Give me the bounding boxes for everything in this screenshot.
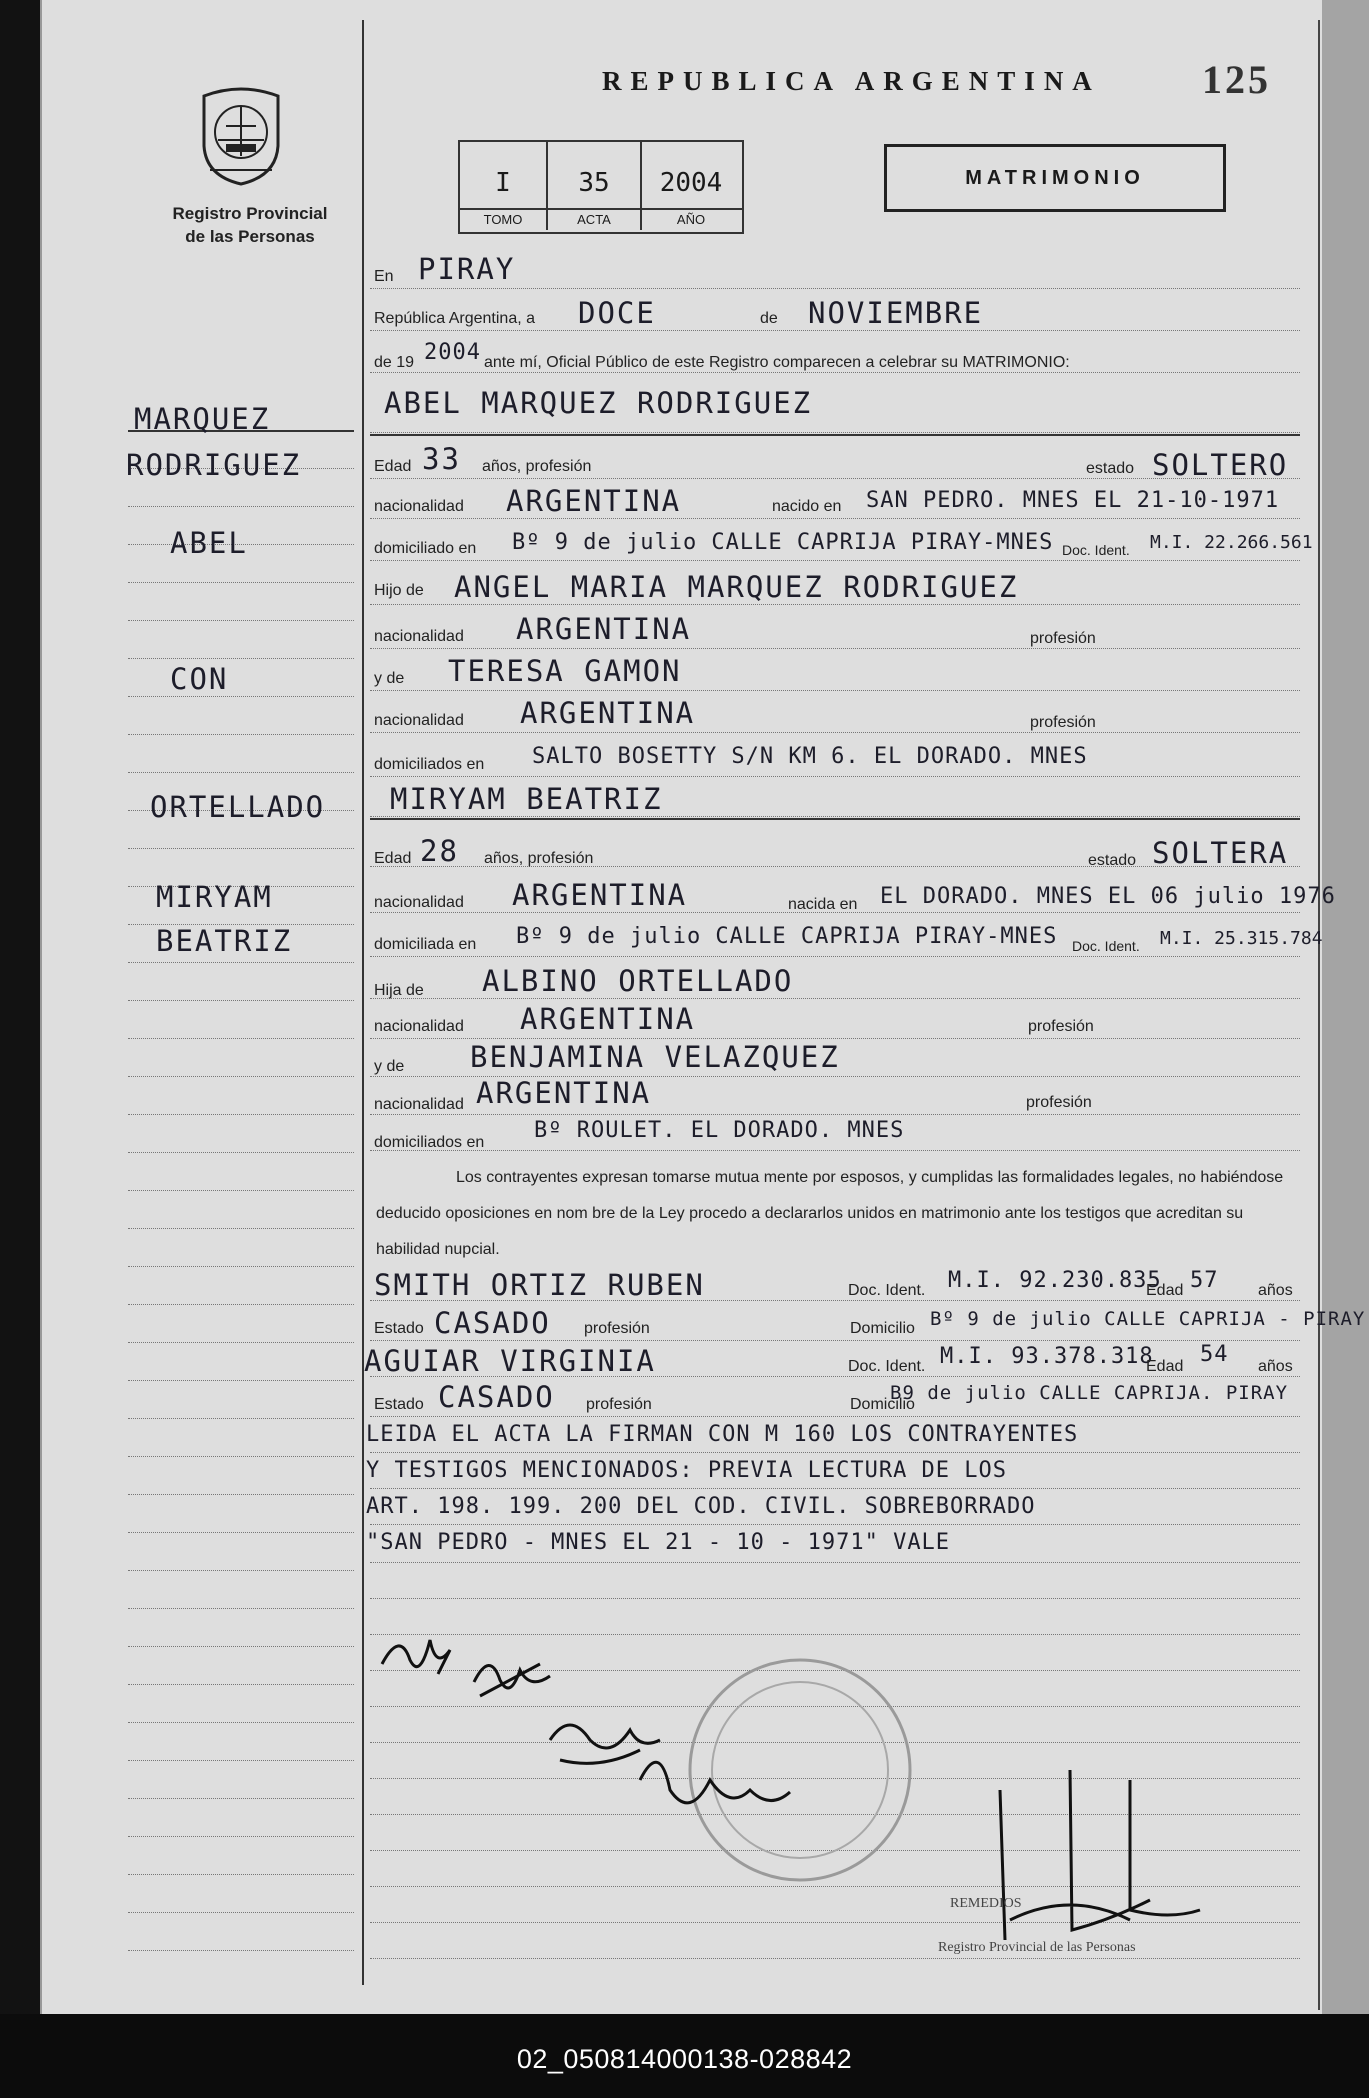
margin-surname1: MARQUEZ [134, 402, 271, 436]
witness1-doc-label: Doc. Ident. [848, 1282, 926, 1299]
official-stamp-line2: Registro Provincial de las Personas [938, 1940, 1136, 1955]
bride-edad-label: Edad [374, 850, 412, 867]
bride-estado: SOLTERA [1152, 836, 1289, 870]
witness2-age: 54 [1200, 1342, 1229, 1367]
margin-rule [128, 734, 354, 736]
margin-rule [128, 1646, 354, 1648]
margin-rule [128, 1190, 354, 1192]
tomo-cell [460, 142, 548, 230]
witness1-profesion-label: profesión [584, 1320, 650, 1337]
bride-domiciliados-label: domiciliados en [374, 1134, 485, 1151]
registration-box [458, 140, 744, 234]
month-value: NOVIEMBRE [808, 296, 984, 330]
groom-yde-label: y de [374, 670, 405, 687]
groom-nacionalidad-label: nacionalidad [374, 498, 464, 515]
republica-label: República Argentina, a [374, 310, 535, 327]
registry-line2: de las Personas [185, 227, 315, 246]
margin-rule [128, 1760, 354, 1762]
provincial-seal-icon [196, 82, 286, 191]
bride-domiciliada-label: domiciliada en [374, 936, 477, 953]
body-rule [370, 690, 1300, 692]
bride-age: 28 [420, 834, 459, 868]
witness2-address: B9 de julio CALLE CAPRIJA. PIRAY [890, 1382, 1289, 1404]
margin-rule [128, 1950, 354, 1952]
registry-line1: Registro Provincial [172, 204, 328, 223]
margin-surname2: RODRIGUEZ [126, 448, 302, 482]
bride-profesion-label: profesión [1028, 1018, 1094, 1035]
witness2-estado: CASADO [438, 1380, 555, 1414]
acta-cell [548, 142, 642, 230]
ano-value: 2004 [659, 168, 723, 198]
scan-footer-id: 02_050814000138-028842 [516, 2044, 853, 2074]
witness1-address: Bº 9 de julio CALLE CAPRIJA - PIRAY [930, 1308, 1366, 1330]
margin-rule [128, 1684, 354, 1686]
de-label: de [760, 310, 778, 327]
body-rule [370, 1598, 1300, 1600]
right-divider [1318, 20, 1320, 2010]
groom-father-nac-label: nacionalidad [374, 628, 464, 645]
page-left-edge [40, 0, 42, 2014]
margin-rule [128, 1228, 354, 1230]
margin-rule [128, 962, 354, 964]
groom-father: ANGEL MARIA MARQUEZ RODRIGUEZ [454, 570, 1019, 604]
margin-given2a: MIRYAM [156, 880, 273, 914]
bride-anos-profesion-label: años, profesión [484, 850, 594, 867]
margin-divider [362, 20, 364, 1985]
body-rule [370, 1524, 1300, 1526]
groom-edad-label: Edad [374, 458, 412, 475]
margin-con: CON [170, 662, 229, 696]
note-line-3: ART. 198. 199. 200 DEL COD. CIVIL. SOBREBORRADO [366, 1494, 1036, 1519]
body-rule [370, 372, 1300, 374]
body-rule [370, 1340, 1300, 1342]
witness2-estado-label: Estado [374, 1396, 424, 1413]
margin-given: ABEL [170, 526, 248, 560]
ceremony-text: Los contrayentes expresan tomarse mutua mente por esposos, y cumplidas las formalidades legales, no habiéndose deducido oposiciones en nom bre de la Ley procedo a declararlos unidos en matrimonio ante los testigos que acreditan su habilidad nupcial. [376, 1169, 1284, 1258]
margin-rule [128, 582, 354, 584]
margin-rule [128, 1380, 354, 1382]
year-prefix-label: de 19 [374, 354, 415, 371]
margin-rule [128, 506, 354, 508]
margin-surname3: ORTELLADO [150, 790, 326, 824]
groom-hijo-label: Hijo de [374, 582, 424, 599]
body-rule [370, 776, 1300, 778]
bride-nacida-label: nacida en [788, 896, 858, 913]
acta-label: ACTA [577, 212, 611, 227]
groom-mother-nac-label: nacionalidad [374, 712, 464, 729]
bride-birthplace: EL DORADO. MNES EL 06 julio 1976 [880, 884, 1336, 909]
margin-rule [128, 848, 354, 850]
witness1-estado: CASADO [434, 1306, 551, 1340]
groom-address: Bº 9 de julio CALLE CAPRIJA PIRAY-MNES [512, 530, 1054, 555]
groom-domiciliado-label: domiciliado en [374, 540, 477, 557]
groom-father-nac: ARGENTINA [516, 612, 692, 646]
margin-rule [128, 1494, 354, 1496]
page-binding [1322, 0, 1369, 2014]
witness2-domicilio-label: Domicilio [850, 1396, 915, 1413]
witness2-profesion-label: profesión [586, 1396, 652, 1413]
section-separator [370, 434, 1300, 436]
margin-rule [128, 658, 354, 660]
margin-rule [128, 1304, 354, 1306]
groom-doc: M.I. 22.266.561 [1150, 532, 1313, 553]
tomo-value: I [495, 168, 511, 198]
margin-rule [128, 1266, 354, 1268]
ano-cell [642, 142, 740, 230]
bride-nacionalidad: ARGENTINA [512, 878, 688, 912]
note-line-1: LEIDA EL ACTA LA FIRMAN CON M 160 LOS CONTRAYENTES [366, 1422, 1079, 1447]
body-rule [370, 648, 1300, 650]
witness1-doc: M.I. 92.230.835 [948, 1268, 1162, 1293]
margin-rule [128, 1874, 354, 1876]
bride-mother-nac-label: nacionalidad [374, 1096, 464, 1113]
en-value: PIRAY [418, 252, 516, 286]
groom-nacido-label: nacido en [772, 498, 842, 515]
body-rule [370, 956, 1300, 958]
margin-rule [128, 1532, 354, 1534]
note-line-2: Y TESTIGOS MENCIONADOS: PREVIA LECTURA DE LOS [366, 1458, 1008, 1483]
groom-estado: SOLTERO [1152, 448, 1289, 482]
body-rule [370, 604, 1300, 606]
bride-estado-label: estado [1088, 852, 1137, 869]
document-type-box [884, 144, 1226, 212]
official-stamp-line1: REMEDIOS [950, 1896, 1022, 1911]
tomo-label: TOMO [483, 212, 523, 227]
bride-father-nac: ARGENTINA [520, 1002, 696, 1036]
day-value: DOCE [578, 296, 656, 330]
margin-rule [128, 1342, 354, 1344]
ano-label: AÑO [676, 212, 706, 227]
intro-text: ante mí, Oficial Público de este Registro comparecen a celebrar su MATRIMONIO: [484, 354, 1070, 371]
margin-rule [128, 1152, 354, 1154]
bride-yde-label: y de [374, 1058, 405, 1075]
body-rule [370, 288, 1300, 290]
body-rule [370, 560, 1300, 562]
margin-rule [128, 696, 354, 698]
bride-doc: M.I. 25.315.784 [1160, 928, 1323, 949]
margin-given2b: BEATRIZ [156, 924, 293, 958]
bride-profesion2-label: profesión [1026, 1094, 1092, 1111]
witness1-anos-label: años [1258, 1282, 1293, 1299]
body-rule [370, 1488, 1300, 1490]
witness2-doc-label: Doc. Ident. [848, 1358, 926, 1375]
bride-nacionalidad-label: nacionalidad [374, 894, 464, 911]
en-label: En [374, 268, 394, 285]
groom-age: 33 [422, 442, 461, 476]
witness1-edad-label: Edad [1146, 1282, 1184, 1299]
witness2-anos-label: años [1258, 1358, 1293, 1375]
groom-mother: TERESA GAMON [448, 654, 682, 688]
signatures-graphic [370, 1620, 1270, 1960]
document-type: MATRIMONIO [965, 166, 1145, 189]
bride-hija-label: Hija de [374, 982, 424, 999]
witness1-age: 57 [1190, 1268, 1219, 1293]
acta-value: 35 [578, 168, 610, 198]
bride-mother-nac: ARGENTINA [476, 1076, 652, 1110]
margin-rule [128, 1038, 354, 1040]
section-separator [370, 818, 1300, 820]
margin-rule [128, 620, 354, 622]
margin-rule [128, 1722, 354, 1724]
body-rule [370, 998, 1300, 1000]
groom-estado-label: estado [1086, 460, 1135, 477]
witness2-edad-label: Edad [1146, 1358, 1184, 1375]
margin-rule [128, 1912, 354, 1914]
groom-nacionalidad: ARGENTINA [506, 484, 682, 518]
body-rule [370, 518, 1300, 520]
margin-rule [128, 1836, 354, 1838]
note-line-4: "SAN PEDRO - MNES EL 21 - 10 - 1971" VALE [366, 1530, 951, 1555]
witness2-name: AGUIAR VIRGINIA [364, 1344, 656, 1378]
page-number: 125 [1202, 57, 1271, 102]
margin-rule [128, 1418, 354, 1420]
margin-rule [128, 1076, 354, 1078]
bride-mother: BENJAMINA VELAZQUEZ [470, 1040, 840, 1074]
body-rule [370, 1114, 1300, 1116]
body-rule [370, 1562, 1300, 1564]
year-value: 2004 [424, 340, 481, 365]
margin-rule [128, 1456, 354, 1458]
margin-rule [128, 1114, 354, 1116]
bride-address: Bº 9 de julio CALLE CAPRIJA PIRAY-MNES [516, 924, 1058, 949]
body-rule [370, 1452, 1300, 1454]
witness1-domicilio-label: Domicilio [850, 1320, 915, 1337]
groom-profesion2-label: profesión [1030, 714, 1096, 731]
groom-domiciliados-label: domiciliados en [374, 756, 485, 773]
groom-doc-label: Doc. Ident. [1062, 542, 1130, 558]
header-title: REPUBLICA ARGENTINA [602, 66, 1101, 96]
margin-rule [128, 1570, 354, 1572]
margin-rule [128, 1798, 354, 1800]
groom-mother-nac: ARGENTINA [520, 696, 696, 730]
groom-profesion-label: profesión [1030, 630, 1096, 647]
witness1-estado-label: Estado [374, 1320, 424, 1337]
groom-name: ABEL MARQUEZ RODRIGUEZ [384, 386, 813, 420]
margin-rule [128, 772, 354, 774]
registry-name [140, 202, 360, 248]
witness1-name: SMITH ORTIZ RUBEN [374, 1268, 705, 1302]
bride-father: ALBINO ORTELLADO [482, 964, 794, 998]
groom-birthplace: SAN PEDRO. MNES EL 21-10-1971 [866, 488, 1280, 513]
bride-parents-address: Bº ROULET. EL DORADO. MNES [534, 1118, 905, 1143]
bride-father-nac-label: nacionalidad [374, 1018, 464, 1035]
bride-name: MIRYAM BEATRIZ [390, 782, 663, 816]
body-rule [370, 1150, 1300, 1152]
margin-rule [128, 1608, 354, 1610]
body-rule [370, 330, 1300, 332]
margin-rule [128, 1000, 354, 1002]
body-rule [370, 1416, 1300, 1418]
body-rule [370, 732, 1300, 734]
bride-doc-label: Doc. Ident. [1072, 938, 1140, 954]
groom-anos-profesion-label: años, profesión [482, 458, 592, 475]
groom-parents-address: SALTO BOSETTY S/N KM 6. EL DORADO. MNES [532, 744, 1088, 769]
witness2-doc: M.I. 93.378.318 [940, 1344, 1154, 1369]
